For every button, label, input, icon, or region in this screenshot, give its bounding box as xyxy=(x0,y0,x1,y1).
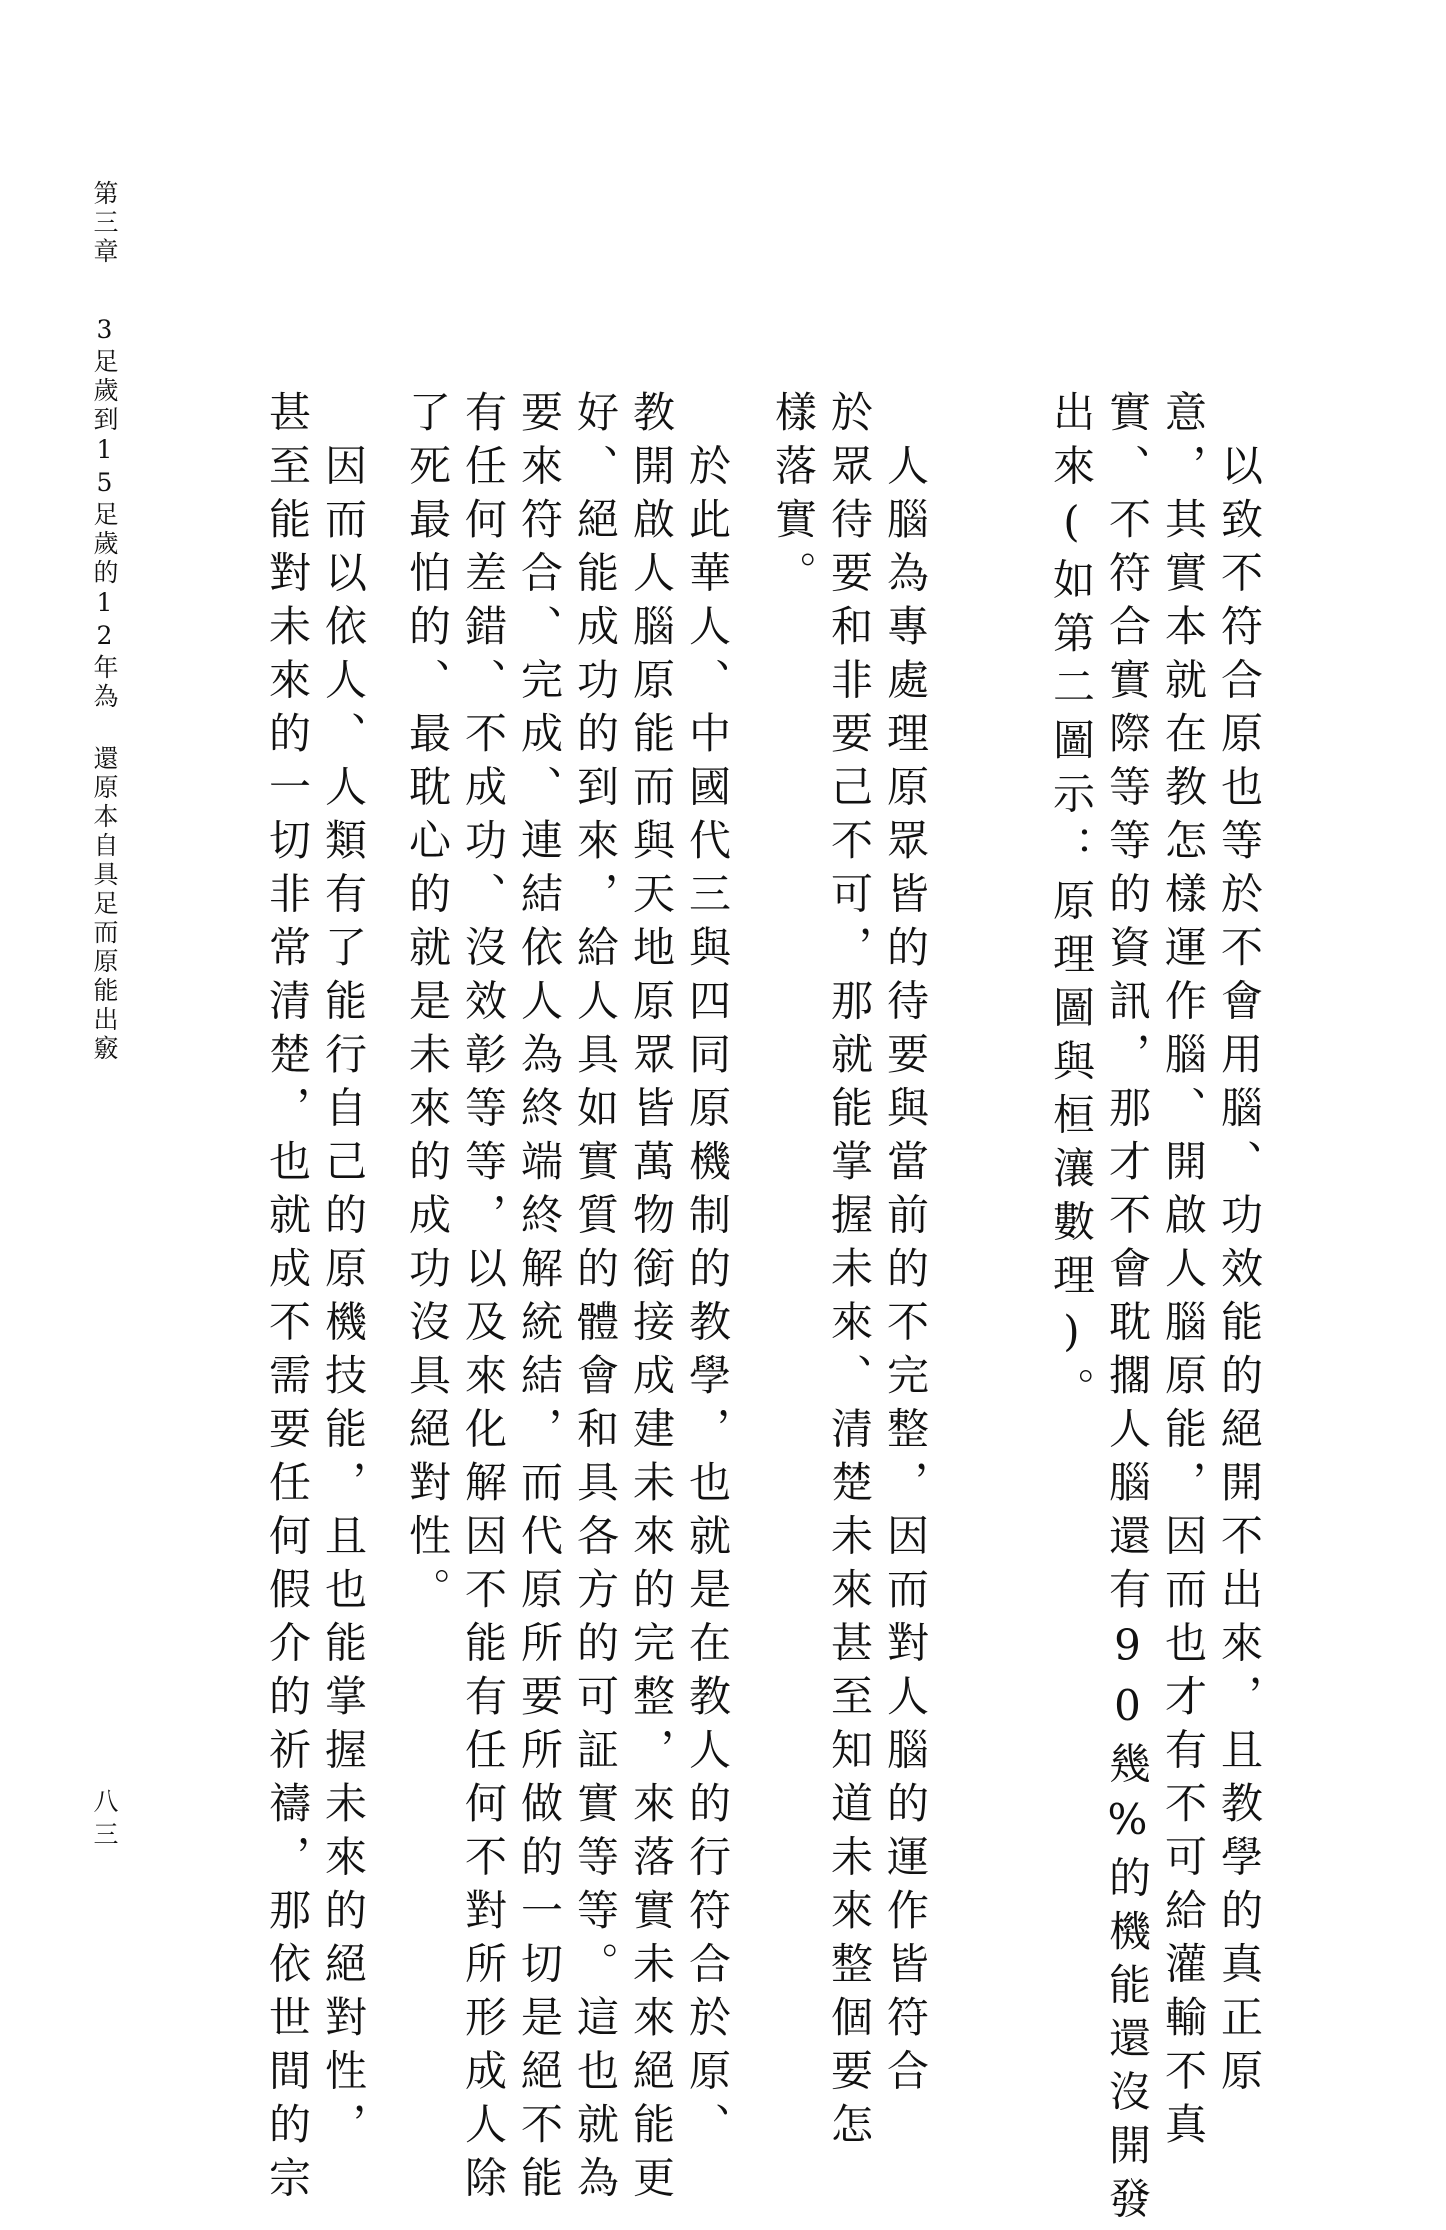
text-line: 人腦為專處理原眾皆的待要與當前的不完整，因而對人腦的運作皆符合 xyxy=(881,390,930,2102)
text-line: 因而以依人、人類有了能行自己的原機技能，且也能掌握未來的絕對性， xyxy=(319,390,368,2156)
text-line: 甚至能對未來的一切非常清楚，也就成不需要任何假介的祈禱，那依世間的宗 xyxy=(263,390,312,2209)
chapter-subtitle: 3足歲到15足歲的12年為 還原本自具足而原能出竅 xyxy=(90,315,119,1064)
text-line: 出來(如第二圖示：原理圖與桓瀼數理)。 xyxy=(1047,390,1096,1421)
text-line: 好、絕能成功的到來，給人具如實質的體會和具各方的可証實等等。這也就為 xyxy=(571,390,620,2209)
text-line: 了死最怕的、最耽心的就是未來的成功沒具絕對性。 xyxy=(403,390,452,1621)
text-line: 樣落實。 xyxy=(769,390,818,604)
text-line: 實、不符合實際等等的資訊，那才不會耽擱人腦還有90幾%的機能還沒開發 xyxy=(1103,390,1152,2230)
text-line: 意，其實本就在教怎樣運作腦、開啟人腦原能，因而也才有不可給灌輸不真 xyxy=(1159,390,1208,2156)
text-line: 要來符合、完成、連結依人為終端終解統結，而代原所要所做的一切是絕不能 xyxy=(515,390,564,2209)
chapter-heading: 第三章 xyxy=(90,180,119,267)
text-line: 於眾待要和非要己不可，那就能掌握未來、清楚未來甚至知道未來整個要怎 xyxy=(825,390,874,2156)
text-line: 教開啟人腦原能而與天地原眾皆萬物銜接成建未來的完整，來落實未來絕能更 xyxy=(627,390,676,2209)
text-line: 以致不符合原也等於不會用腦、功效能的絕開不出來，且教學的真正原 xyxy=(1215,390,1264,2102)
page-number: 八三 xyxy=(90,1788,119,1854)
text-line: 於此華人、中國代三與四同原機制的教學，也就是在教人的行符合於原、 xyxy=(683,390,732,2156)
text-line: 有任何差錯、不成功、沒效彰等等，以及來化解因不能有任何不對所形成人除 xyxy=(459,390,508,2209)
